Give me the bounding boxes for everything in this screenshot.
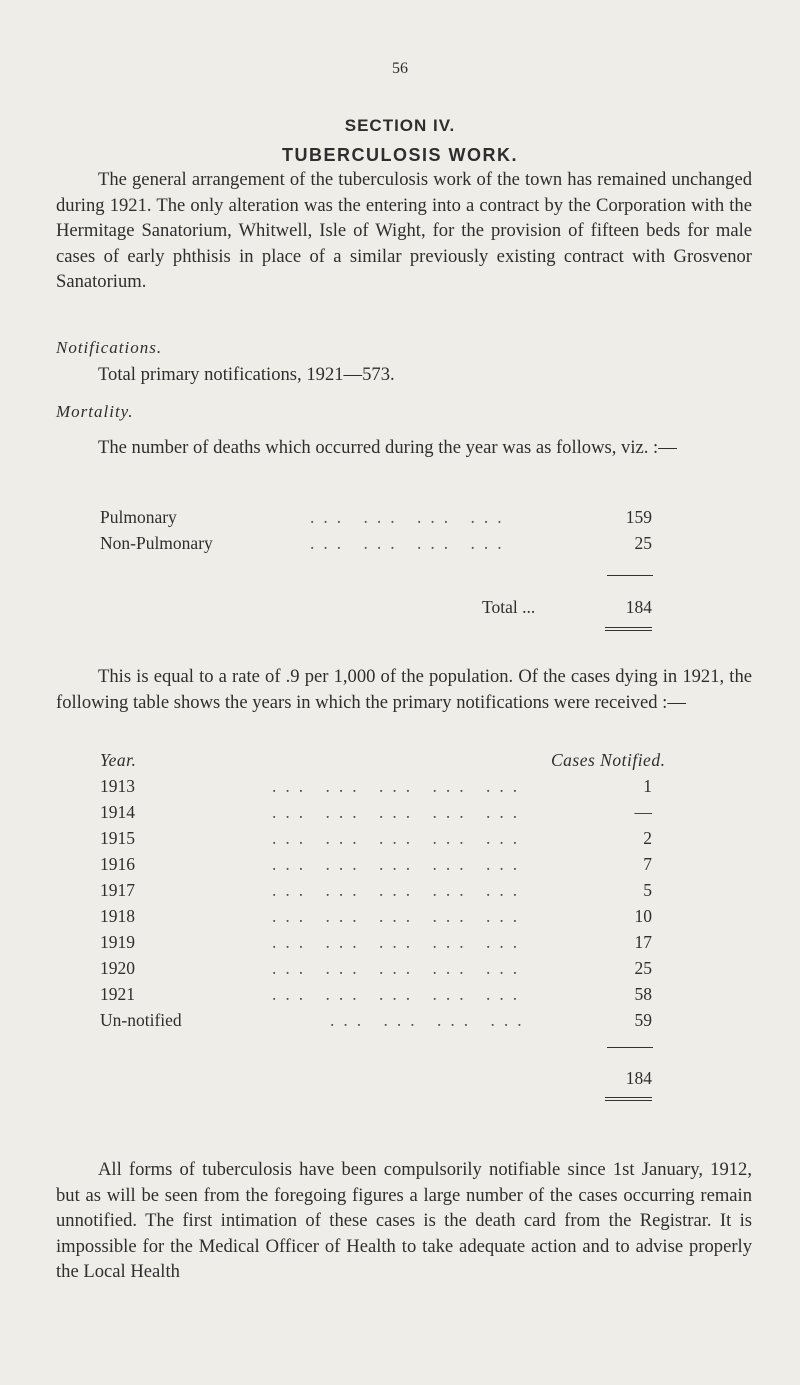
year-cell: 1920 <box>100 958 135 978</box>
column-header-cases: Cases Notified. <box>551 750 666 770</box>
cases-cell: 25 <box>634 958 652 978</box>
mortality-intro: The number of deaths which occurred during the year was as follows, viz. :— <box>98 437 677 458</box>
leader-dots: ... ... ... ... ... <box>272 802 527 822</box>
sum-rule <box>607 575 653 576</box>
year-cell: Un-notified <box>100 1010 182 1030</box>
leader-dots: ... ... ... ... ... <box>272 958 527 978</box>
year-cell: 1917 <box>100 880 135 900</box>
mortality-row-value: 25 <box>634 533 652 553</box>
mortality-heading: Mortality. <box>56 402 134 421</box>
column-header-year: Year. <box>100 750 137 770</box>
mortality-total-row <box>0 597 800 623</box>
leader-dots: ... ... ... ... <box>330 1010 531 1030</box>
intro-paragraph: The general arrangement of the tuberculosis work of the town has remained unchanged during 1921. The only alteration was the entering into a contract by the Corporation with the Hermitage Sanatorium, Whitwell, Isle of Wight, for the provision of fifteen beds for male cases of early phthisis in place of a similar previously existing contract with Grosvenor Sanatorium. <box>56 169 752 292</box>
notifications-text: Total primary notifications, 1921—573. <box>98 364 395 385</box>
cases-cell: 58 <box>634 984 652 1004</box>
leader-dots: ... ... ... ... ... <box>272 984 527 1004</box>
cases-cell: 5 <box>643 880 652 900</box>
page-number: 56 <box>392 60 408 77</box>
mortality-row-value: 159 <box>625 507 652 527</box>
cases-cell: 59 <box>634 1010 652 1030</box>
table-row <box>0 802 800 828</box>
mortality-total-value: 184 <box>625 597 652 617</box>
leader-dots: ... ... ... ... <box>310 507 511 527</box>
leader-dots: ... ... ... ... <box>310 533 511 553</box>
table-row <box>0 906 800 932</box>
table-total-value: 184 <box>625 1068 652 1088</box>
cases-cell: 1 <box>643 776 652 796</box>
notifications-heading: Notifications. <box>56 338 163 357</box>
cases-cell: — <box>634 802 652 822</box>
leader-dots: ... ... ... ... ... <box>272 932 527 952</box>
table-row <box>0 828 800 854</box>
year-cell: 1915 <box>100 828 135 848</box>
table-row <box>0 958 800 984</box>
table-row <box>0 776 800 802</box>
year-cell: 1913 <box>100 776 135 796</box>
mortality-row <box>0 507 800 533</box>
cases-cell: 17 <box>634 932 652 952</box>
year-cell: 1918 <box>100 906 135 926</box>
leader-dots: ... ... ... ... ... <box>272 828 527 848</box>
leader-dots: ... ... ... ... ... <box>272 880 527 900</box>
leader-dots: ... ... ... ... ... <box>272 776 527 796</box>
double-rule <box>605 627 652 631</box>
year-cell: 1914 <box>100 802 135 822</box>
table-row <box>0 880 800 906</box>
leader-dots: ... ... ... ... ... <box>272 906 527 926</box>
year-cell: 1921 <box>100 984 135 1004</box>
leader-dots: ... ... ... ... ... <box>272 854 527 874</box>
cases-cell: 10 <box>634 906 652 926</box>
table-row <box>0 1010 800 1036</box>
double-rule <box>605 1097 652 1101</box>
cases-cell: 7 <box>643 854 652 874</box>
table-row <box>0 984 800 1010</box>
sum-rule <box>607 1047 653 1048</box>
mortality-row-label: Non-Pulmonary <box>100 533 213 553</box>
mortality-row-label: Pulmonary <box>100 507 177 527</box>
table-total-row <box>0 1068 800 1094</box>
mortality-total-label: Total ... <box>482 597 536 617</box>
main-title: TUBERCULOSIS WORK. <box>282 145 518 165</box>
rate-paragraph: This is equal to a rate of .9 per 1,000 of the population. Of the cases dying in 1921, the following table shows the years in which the primary notifications were received :— <box>56 666 752 713</box>
year-cell: 1916 <box>100 854 135 874</box>
cases-cell: 2 <box>643 828 652 848</box>
table-row <box>0 854 800 880</box>
year-cell: 1919 <box>100 932 135 952</box>
mortality-row <box>0 533 800 559</box>
table-row <box>0 932 800 958</box>
section-title: SECTION IV. <box>344 116 456 135</box>
closing-paragraph: All forms of tuberculosis have been compulsorily notifiable since 1st January, 1912, but as will be seen from the foregoing figures a large number of the cases occurring remain unnotified. The first intimation of these cases is the death card from the Registrar. It is impossible for the Medical Officer of Health to take adequate action and to advise properly the Local Health <box>56 1159 752 1282</box>
